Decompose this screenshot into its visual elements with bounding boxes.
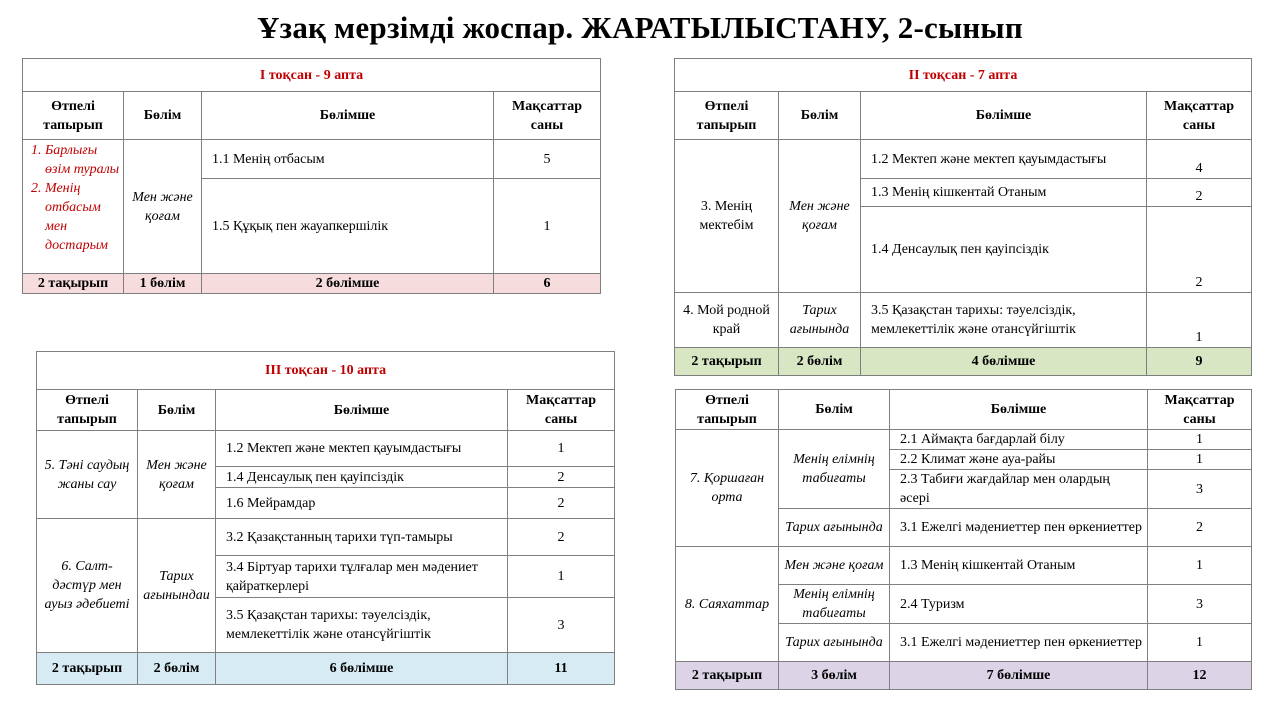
quarter-4-table bbox=[675, 389, 1252, 690]
topic-cell: 3. Менің мектебім bbox=[675, 140, 779, 293]
goals-count: 3 bbox=[1148, 470, 1252, 509]
goals-count: 1 bbox=[1148, 547, 1252, 585]
topic-item: 2. Менің отбасым мен достарым bbox=[45, 179, 121, 255]
subsection-cell: 3.1 Ежелгі мәдениеттер пен өркениеттер bbox=[890, 509, 1148, 547]
topic-cell: 6. Салт-дәстүр мен ауыз әдебиеті bbox=[37, 519, 138, 653]
section-cell: Менің елімнің табиғаты bbox=[779, 430, 890, 509]
total-subsections: 2 бөлімше bbox=[202, 274, 494, 294]
col-subsection-header: Бөлімше bbox=[216, 390, 508, 431]
quarter-2-label: II тоқсан - 7 апта bbox=[675, 59, 1252, 92]
topic-cell: 5. Тәні саудың жаны сау bbox=[37, 431, 138, 519]
subsection-cell: 1.3 Менің кішкентай Отаным bbox=[890, 547, 1148, 585]
col-goals-header: Мақсаттар саны bbox=[1147, 92, 1252, 140]
section-cell: Менің елімнің табиғаты bbox=[779, 585, 890, 624]
topic-item: 1. Барлығы өзім туралы bbox=[45, 141, 121, 179]
subsection-cell: 3.2 Қазақстанның тарихи түп-тамыры bbox=[216, 519, 508, 556]
subsection-cell: 1.2 Мектеп және мектеп қауымдастығы bbox=[861, 140, 1147, 179]
goals-count: 2 bbox=[508, 519, 615, 556]
total-goals: 11 bbox=[508, 653, 615, 685]
section-cell: Мен және қоғам bbox=[124, 140, 202, 274]
section-cell: Тарих ағынында bbox=[779, 509, 890, 547]
topic-cell: 7. Қоршаған орта bbox=[676, 430, 779, 547]
total-subsections: 4 бөлімше bbox=[861, 348, 1147, 376]
total-sections: 2 бөлім bbox=[138, 653, 216, 685]
col-goals-header: Мақсаттар саны bbox=[494, 92, 601, 140]
subsection-cell: 1.6 Мейрамдар bbox=[216, 488, 508, 519]
goals-count: 5 bbox=[494, 140, 601, 179]
subsection-cell: 2.4 Туризм bbox=[890, 585, 1148, 624]
quarter-3-label: III тоқсан - 10 апта bbox=[37, 352, 615, 390]
total-goals: 9 bbox=[1147, 348, 1252, 376]
subsection-cell: 3.5 Қазақстан тарихы: тәуелсіздік, мемлекеттілік және отансүйгіштік bbox=[861, 293, 1147, 348]
section-cell: Тарих ағынында bbox=[779, 624, 890, 662]
total-sections: 2 бөлім bbox=[779, 348, 861, 376]
total-subsections: 7 бөлімше bbox=[890, 662, 1148, 690]
quarter-2-table bbox=[674, 58, 1252, 376]
total-topics: 2 тақырып bbox=[675, 348, 779, 376]
quarter-3-table bbox=[36, 351, 615, 685]
section-cell: Тарих ағынында bbox=[779, 293, 861, 348]
total-subsections: 6 бөлімше bbox=[216, 653, 508, 685]
section-cell: Мен және қоғам bbox=[779, 140, 861, 293]
col-topic-header: Өтпелі тапырып bbox=[676, 390, 779, 430]
goals-count: 1 bbox=[508, 431, 615, 467]
subsection-cell: 1.3 Менің кішкентай Отаным bbox=[861, 179, 1147, 207]
total-goals: 12 bbox=[1148, 662, 1252, 690]
col-topic-header: Өтпелі тапырып bbox=[37, 390, 138, 431]
page-title: Ұзақ мерзімді жоспар. ЖАРАТЫЛЫСТАНУ, 2-сынып bbox=[257, 10, 1023, 45]
col-topic-header: Өтпелі тапырып bbox=[23, 92, 124, 140]
subsection-cell: 3.4 Біртуар тарихи тұлғалар мен мәдениет қайраткерлері bbox=[216, 556, 508, 598]
section-cell: Мен және қоғам bbox=[779, 547, 890, 585]
subsection-cell: 1.4 Денсаулық пен қауіпсіздік bbox=[216, 467, 508, 488]
col-topic-header: Өтпелі тапырып bbox=[675, 92, 779, 140]
total-sections: 3 бөлім bbox=[779, 662, 890, 690]
col-goals-header: Мақсаттар саны bbox=[508, 390, 615, 431]
total-goals: 6 bbox=[494, 274, 601, 294]
goals-count: 2 bbox=[1148, 509, 1252, 547]
goals-count: 1 bbox=[1148, 450, 1252, 470]
subsection-cell: 3.1 Ежелгі мәдениеттер пен өркениеттер bbox=[890, 624, 1148, 662]
total-sections: 1 бөлім bbox=[124, 274, 202, 294]
col-section-header: Бөлім bbox=[124, 92, 202, 140]
subsection-cell: 2.1 Аймақта бағдарлай білу bbox=[890, 430, 1148, 450]
section-cell: Тарих ағынындаи bbox=[138, 519, 216, 653]
col-subsection-header: Бөлімше bbox=[861, 92, 1147, 140]
topic-cell bbox=[23, 140, 124, 274]
goals-count: 2 bbox=[508, 467, 615, 488]
goals-count: 3 bbox=[1148, 585, 1252, 624]
subsection-cell: 1.5 Құқық пен жауапкершілік bbox=[202, 179, 494, 274]
total-topics: 2 тақырып bbox=[23, 274, 124, 294]
section-cell: Мен және қоғам bbox=[138, 431, 216, 519]
goals-count: 4 bbox=[1147, 140, 1252, 179]
goals-count: 2 bbox=[1147, 179, 1252, 207]
goals-count: 1 bbox=[508, 556, 615, 598]
goals-count: 1 bbox=[1148, 430, 1252, 450]
topic-cell: 8. Саяхаттар bbox=[676, 547, 779, 662]
subsection-cell: 2.3 Табиғи жағдайлар мен олардың әсері bbox=[890, 470, 1148, 509]
col-section-header: Бөлім bbox=[779, 390, 890, 430]
col-goals-header: Мақсаттар саны bbox=[1148, 390, 1252, 430]
subsection-cell: 1.1 Менің отбасым bbox=[202, 140, 494, 179]
subsection-cell: 1.4 Денсаулық пен қауіпсіздік bbox=[861, 207, 1147, 293]
subsection-cell: 3.5 Қазақстан тарихы: тәуелсіздік, мемлекеттілік және отансүйгіштік bbox=[216, 598, 508, 653]
goals-count: 3 bbox=[508, 598, 615, 653]
col-subsection-header: Бөлімше bbox=[202, 92, 494, 140]
total-topics: 2 тақырып bbox=[676, 662, 779, 690]
subsection-cell: 1.2 Мектеп және мектеп қауымдастығы bbox=[216, 431, 508, 467]
goals-count: 2 bbox=[508, 488, 615, 519]
topic-cell: 4. Мой родной край bbox=[675, 293, 779, 348]
col-section-header: Бөлім bbox=[138, 390, 216, 431]
col-subsection-header: Бөлімше bbox=[890, 390, 1148, 430]
goals-count: 1 bbox=[494, 179, 601, 274]
total-topics: 2 тақырып bbox=[37, 653, 138, 685]
goals-count: 1 bbox=[1148, 624, 1252, 662]
goals-count: 2 bbox=[1147, 207, 1252, 293]
subsection-cell: 2.2 Климат және ауа-райы bbox=[890, 450, 1148, 470]
quarter-1-label: I тоқсан - 9 апта bbox=[23, 59, 601, 92]
quarter-1-table bbox=[22, 58, 601, 294]
goals-count: 1 bbox=[1147, 293, 1252, 348]
col-section-header: Бөлім bbox=[779, 92, 861, 140]
